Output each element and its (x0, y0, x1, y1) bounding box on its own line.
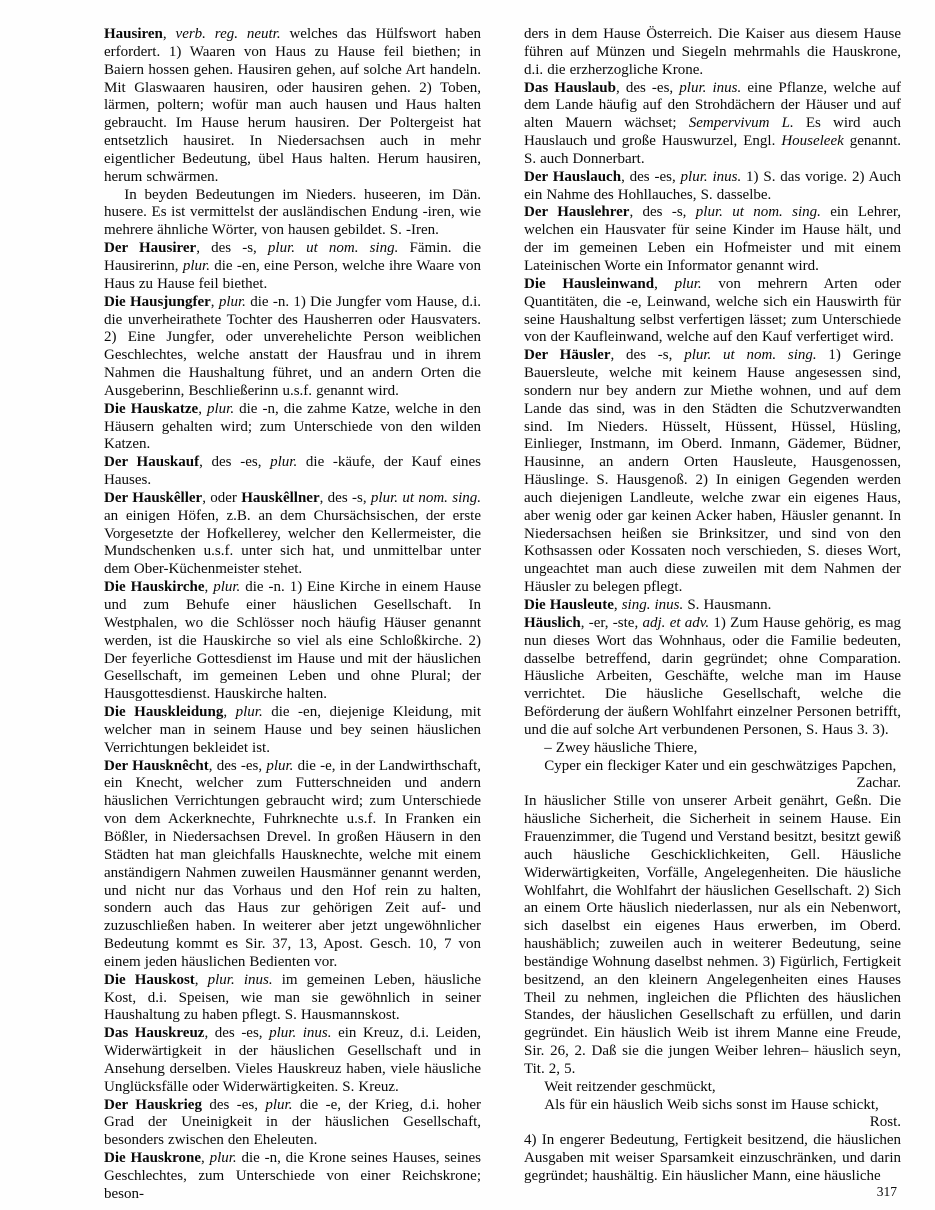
dictionary-entry (104, 579, 481, 704)
dictionary-entry (524, 597, 901, 615)
body-text: Als für ein häuslich Weib sichs sonst im Hause schickt, (544, 1096, 879, 1113)
headword: Der Hauskêller (104, 489, 203, 506)
verse-line (524, 1079, 901, 1097)
body-text: die -n. 1) Eine Kirche in einem Hause und zum Behufe einer häuslichen Gesellschaft. In Westphalen, wo die Schlösser noch häufig Häuser genannt werden, ist die Hauskirche so viel als eine Schloßkirche. 2) Der feyerliche Gottesdienst im Hause und mit der häuslichen Gesellschaft, im gemeinen Leben und ohne Plural; der Hausgottesdienst. Hauskirche halten. (104, 579, 481, 703)
headword: Die Hauskost (104, 971, 195, 988)
body-text: S. Hausmann. (683, 597, 772, 613)
grammar-label: plur. (235, 704, 263, 721)
body-text: Rost. (869, 1114, 901, 1131)
two-column-text-area (104, 26, 901, 1204)
headword: Hauskêllner (241, 489, 320, 506)
grammar-label: plur. inus. (269, 1025, 332, 1042)
body-text: die -en, diejenige Kleidung, mit welcher man in seinem Hause und bey seinen häuslichen Verrichtungen bekleidet ist. (104, 704, 481, 756)
body-text: die -n, die Krone seines Hauses, seines Geschlechtes, zum Unterschiede von einer Reichskrone; beson- (104, 1150, 481, 1202)
dictionary-entry (524, 347, 901, 597)
grammar-label: plur. (218, 293, 246, 310)
body-text: , (204, 579, 214, 596)
headword: Der Hauskauf (104, 454, 200, 471)
body-text: Es wird auch Hauslauch und große Hauswurzel, Engl. (524, 115, 901, 150)
verse-line (524, 1097, 901, 1115)
body-text: Weit reitzender geschmückt, (544, 1078, 716, 1095)
headword: Der Häusler (524, 347, 611, 364)
grammar-label: plur. (209, 1150, 237, 1167)
headword: Der Hausirer (104, 240, 197, 257)
dictionary-entry (104, 1150, 481, 1204)
page-number: 317 (876, 1183, 897, 1199)
body-text: die -n, die zahme Katze, welche in den Häusern gehalten wird; zum Unterschiede von den wilden Katzen. (104, 400, 481, 453)
body-text: , (613, 597, 622, 613)
body-text: von mehrern Arten oder Quantitäten, die -e, Leinwand, welche sich ein Hauswirth für seine Haushaltung selbst verfertigen lässet; zum Unterschiede von der Kaufleinwand, welche auf den Kauf verfertiget wird. (524, 275, 901, 346)
continuation-paragraph (524, 793, 901, 1079)
poet-attribution (524, 775, 901, 793)
grammar-label: plur. (182, 257, 210, 274)
body-text: , des -es, (615, 79, 680, 96)
grammar-label: plur. ut nom. sing. (370, 489, 481, 506)
dictionary-entry (104, 454, 481, 490)
body-text: , des -es, (204, 1025, 270, 1042)
grammar-label: plur. ut nom. sing. (684, 347, 817, 364)
headword: Der Hauskrieg (104, 1096, 202, 1113)
body-text: , (198, 400, 207, 417)
body-text: , -er, -ste, (580, 614, 643, 631)
body-text: , des -s, (610, 347, 685, 364)
poet-attribution (524, 1114, 901, 1132)
body-text: 1) Zum Hause gehörig, es mag nun dieses Wort das Wohnhaus, oder die Familie bedeuten, dasselbe betreffend, darin gegründet; ohne Comparation. Häusliche Arbeiten, Geschäfte, welche man im Hause verrichtet. Die häusliche Gesellschaft, welche die Beförderung der äußern Wohlfahrt einzelner Personen betrifft, und die auf solche Art verbundenen Personen, S. Haus 3. 3). (524, 614, 901, 738)
dictionary-entry (104, 294, 481, 401)
body-text: die -en, eine Person, welche ihre Waare von Haus zu Hause feil biethet. (104, 257, 481, 292)
body-text: ein Lehrer, welchen ein Hausvater für seine Kinder im Hause hält, und der im gemeinen Leben ein Hofmeister und mit einem Lateinischen Worte ein Informator genannt wird. (524, 204, 902, 274)
grammar-label: sing. inus. (621, 597, 684, 613)
dictionary-entry (524, 204, 901, 275)
grammar-label: plur. inus. (679, 79, 742, 96)
body-text: , des -s, (196, 240, 268, 257)
headword: Der Hauslehrer (524, 204, 630, 221)
continuation-paragraph (524, 1132, 901, 1186)
dictionary-entry (104, 704, 481, 758)
text-column-left (104, 26, 481, 1204)
body-text: Zachar. (856, 775, 901, 792)
headword: Der Hausknêcht (104, 757, 209, 774)
body-text: Cyper ein fleckiger Kater und ein geschwätziges Papchen, (544, 757, 897, 774)
headword: Die Hausleinwand (524, 275, 655, 292)
body-text: , des -s, (319, 489, 371, 506)
body-text: an einigen Höfen, z.B. an dem Chursächsischen, der erste Vorgesetzte der Hofkellerey, welcher den Kellermeister, die Mundschenken u.s.f. unter sich hat, und unmittelbar unter dem Ober-Küchenmeister stehet. (104, 507, 481, 578)
body-text: , (162, 26, 176, 42)
headword: Häuslich (524, 614, 581, 631)
verse-line (524, 740, 901, 758)
dictionary-entry (104, 490, 481, 579)
dictionary-entry (104, 26, 481, 187)
dictionary-entry (104, 972, 481, 1026)
dictionary-entry (104, 401, 481, 455)
body-text: ein Kreuz, d.i. Leiden, Widerwärtigkeit in der häuslichen Gesellschaft und in Ansehung derselben. Vieles Hauskreuz haben, viele häusliche Unglücksfälle oder Widerwärtigkeiten. S. Kreuz. (104, 1025, 481, 1095)
headword: Hausiren (104, 26, 163, 42)
body-text: , des -s, (629, 204, 696, 221)
body-text: In beyden Bedeutungen im Nieders. huseeren, im Dän. husere. Es ist vermittelst der ausländischen Endung -iren, wie mehrere ähnliche Wörter, von hausen gebildet. S. -Iren. (104, 186, 481, 239)
body-text: , des -es, (199, 454, 271, 471)
grammar-label: plur. (674, 275, 702, 292)
headword: Die Hauskirche (104, 579, 205, 596)
body-text: 1) S. das vorige. 2) Auch ein Nahme des Hohllauches, S. dasselbe. (524, 168, 901, 203)
dictionary-entry (104, 758, 481, 972)
body-text: , des -es, (208, 757, 267, 774)
body-text: des -es, (201, 1096, 266, 1113)
grammar-label: Houseleek (781, 133, 844, 150)
headword: Das Hauskreuz (104, 1025, 205, 1042)
body-text: die -e, der Krieg, d.i. hoher Grad der Uneinigkeit in der häuslichen Gesellschaft, besonders zwischen den Eheleuten. (104, 1096, 481, 1149)
body-text: In häuslicher Stille von unserer Arbeit genährt, Geßn. Die häusliche Sicherheit, die Sicherheit in seinem Hause. Ein Frauenzimmer, die Tugend und Verstand besitzt, besitzt gewiß auch häusliche Geschicklichkeiten, Gell. Häusliche Widerwärtigkeiten, Vorfälle, Angelegenheiten. Die häusliche Wohlfahrt, die Wohlfahrt der häuslichen Gesellschaft. 2) Sich an einem Orte häuslich niederlassen, nur als ein Nebenwort, sich daselbst ein eigenes Haus erwerben, im Oberd. haushäblich; zuweilen auch in weiterer Bedeutung, seine beständige Wohnung daselbst nehmen. 3) Figürlich, Fertigkeit besitzend, an den kleinern Angelegenheiten eines Hauses Theil zu nehmen, ingleichen die Pflichten des häuslichen Standes, der häuslichen Gesellschaft zu erfüllen, und darin gegründet. Ein häuslich Weib ist ihrem Manne eine Freude, Sir. 26, 2. Daß sie die jungen Weiber lehren– häuslich seyn, Tit. 2, 5. (524, 793, 901, 1077)
body-text: , (654, 275, 675, 292)
body-text: welches das Hülfswort haben erfordert. 1) Waaren von Haus zu Hause feil biethen; in Baiern hossen gehen. Hausiren gehen, auf solche Art handeln. Mit Glaswaaren hausiren, oder hausiren gehen. 2) Toben, lärmen, poltern; wofür man auch hausen und Haus halten gebraucht. Im Hause herum hausiren. Der Poltergeist hat entsetzlich hausiret. In Niedersachsen auch in mehr eigentlicher Bedeutung, übel Haus halten. Herum hausiren, herum schwärmen. (104, 26, 481, 185)
body-text: die -e, in der Landwirthschaft, ein Knecht, welcher zum Futterschneiden und andern häuslichen Verrichtungen gebraucht wird; zum Unterschiede von dem Ackerknechte, Fuhrknechte u.s.f. In Franken ein Bößler, in Niedersachsen Drevel. In großen Häusern in den Städten hat man gleichfalls Hausknechte, welche mit einem anständigern Nahmen zuweilen Hausmänner genannt werden, und nicht nur das Vorhaus und den Hof rein zu halten, sondern auch das Haus zur gehörigen Zeit auf- und zuzuschließen haben. In weiterer aber jetzt ungewöhnlicher Bedeutung kommt es Sir. 37, 13, Apost. Gesch. 10, 7 von einem jeden häuslichen Bedienten vor. (104, 757, 481, 970)
body-text: genannt. S. auch Donnerbart. (524, 133, 901, 167)
body-text: 1) Geringe Bauersleute, welche mit keinem Hause angesessen sind, sondern nur bey andern zur Miethe wohnen, und auf dem Lande das sind, was in den Städten die Schutzverwandten sind. Im Nieders. Hüsselt, Hüssent, Hüssel, Hüsling, Einlieger, Instmann, im Oberd. Inmann, Gädemer, Büdner, Hausinne, an andern Orten Hausleute, Hausgenossen, Häuslinge. S. Hausgenoß. 2) In einigen Gegenden werden auch diejenigen Landleute, welche zwar ein eigenes Haus, aber wenig oder gar keinen Acker haben, Häusler genannt. In Niedersachsen heißen sie Brinksitzer, und sind von den Kothsassen oder Kossaten noch verschieden, S. dieses Wort, ungeachtet man auch diese zuweilen mit dem Nahmen der Häusler zu belegen pflegt. (524, 347, 902, 596)
body-text: , des -es, (621, 168, 681, 185)
body-text: ders in dem Hause Österreich. Die Kaiser aus diesem Hause führen auf Münzen und Siegeln mehrmahls die Hauskrone, d.i. die erzherzogliche Krone. (524, 26, 901, 78)
grammar-label: plur. (266, 757, 294, 774)
grammar-label: plur. (213, 579, 241, 596)
grammar-label: plur. (207, 400, 235, 417)
body-text: im gemeinen Leben, häusliche Kost, d.i. Speisen, wie man sie gewöhnlich in seiner Haushaltung zu haben pflegt. S. Hausmannskost. (104, 971, 481, 1024)
verse-line (524, 758, 901, 776)
body-text: , (223, 704, 236, 721)
grammar-label: verb. reg. neutr. (175, 26, 281, 42)
body-text: , (194, 971, 208, 988)
headword: Die Hausjungfer (104, 293, 211, 310)
grammar-label: plur. inus. (207, 971, 273, 988)
headword: Das Hauslaub (524, 79, 616, 96)
grammar-label: plur. inus. (680, 168, 742, 185)
headword: Der Hauslauch (524, 168, 622, 185)
body-text: , (210, 293, 219, 310)
body-text: , (201, 1150, 210, 1167)
grammar-label: plur. (270, 454, 298, 471)
body-text: 4) In engerer Bedeutung, Fertigkeit besitzend, die häuslichen Ausgaben mit weiser Sparsamkeit einzuschränken, und darin gegründet; haushältig. Ein häuslicher Mann, eine häusliche (524, 1132, 901, 1184)
continuation-paragraph (524, 26, 901, 80)
dictionary-entry (524, 169, 901, 205)
body-text: die -käufe, der Kauf eines Hauses. (104, 454, 481, 489)
grammar-label: plur. ut nom. sing. (695, 204, 821, 221)
dictionary-entry (524, 80, 901, 169)
body-text: die -n. 1) Die Jungfer vom Hause, d.i. die unverheirathete Tochter des Hausherren oder Hausvaters. 2) Eine Jungfer, oder unverehelichte Person weiblichen Geschlechtes, welche anstatt der Hausfrau und in ihrem Nahmen die Haushaltung führet, und an andern Orten die Ausgeberinn, Beschließerinn u.s.f. genannt wird. (104, 293, 481, 399)
body-text: , oder (202, 489, 242, 506)
headword: Die Hauskleidung (104, 704, 224, 721)
dictionary-entry (104, 1025, 481, 1096)
grammar-label: adj. et adv. (642, 614, 710, 631)
text-column-right (524, 26, 901, 1204)
headword: Die Hauskatze (104, 400, 199, 417)
dictionary-entry (524, 615, 901, 740)
headword: Die Hausleute (524, 597, 614, 613)
indented-paragraph (104, 187, 481, 241)
grammar-label: plur. ut nom. sing. (267, 240, 399, 257)
body-text: – Zwey häusliche Thiere, (544, 739, 698, 756)
dictionary-entry (524, 276, 901, 347)
body-text: Fämin. die Hausirerinn, (104, 240, 482, 274)
grammar-label: plur. (265, 1096, 293, 1113)
body-text: eine Pflanze, welche auf dem Lande häufig auf den Strohdächern der Häuser und auf alten Mauern wächset; (524, 79, 901, 132)
headword: Die Hauskrone (104, 1150, 202, 1167)
dictionary-entry (104, 1097, 481, 1151)
grammar-label: Sempervivum L. (688, 115, 794, 132)
dictionary-entry (104, 240, 481, 294)
